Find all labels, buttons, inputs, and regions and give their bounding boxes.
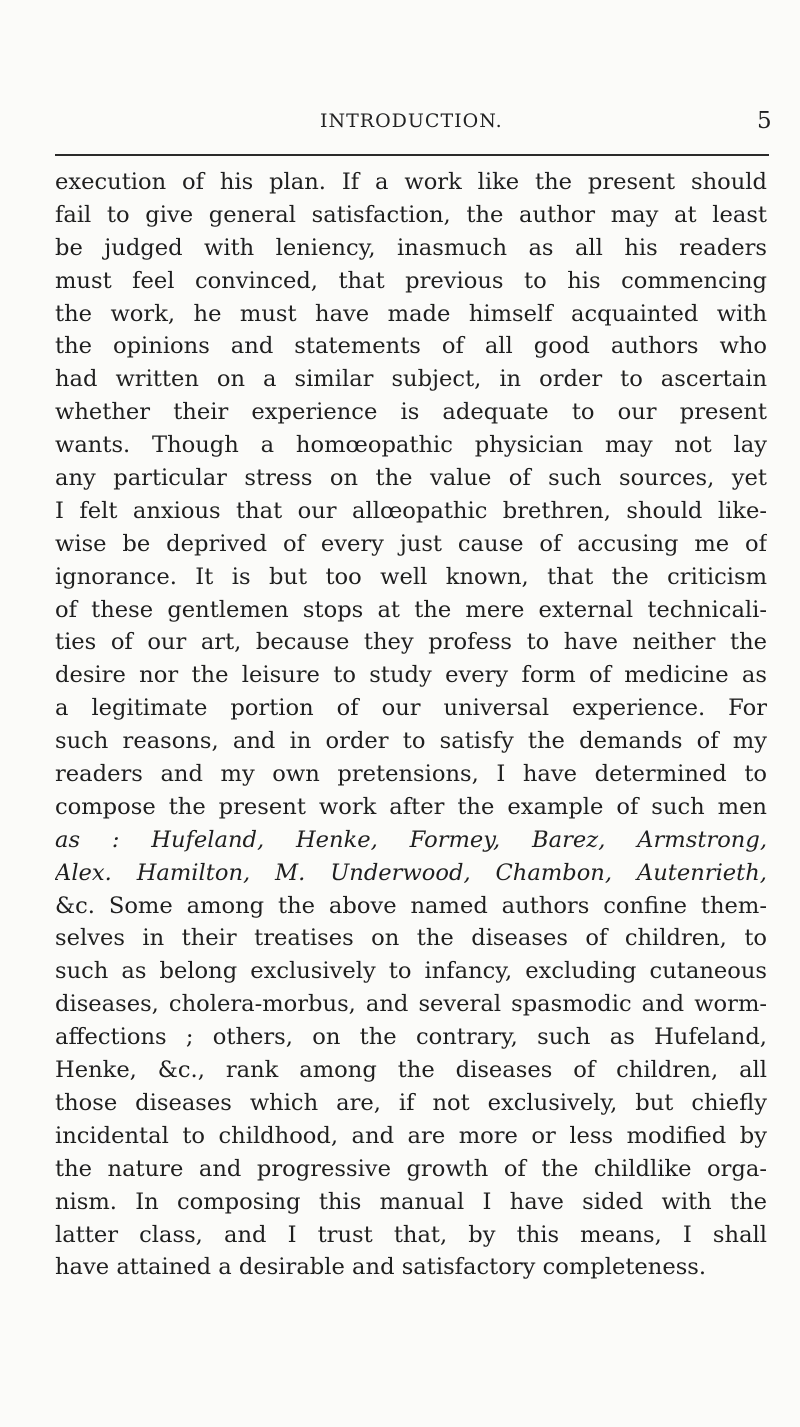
text-line: had written on a similar subject, in order to ascertain <box>55 366 767 393</box>
text-line: such reasons, and in order to satisfy the demands of my <box>55 728 767 755</box>
text-line: of these gentlemen stops at the mere external technicali- <box>55 596 767 623</box>
text-line: Henke, &c., rank among the diseases of children, all <box>55 1057 767 1084</box>
text-line: have attained a desirable and satisfactory completeness. <box>55 1254 707 1281</box>
text-line: selves in their treatises on the diseases of children, to <box>55 925 767 952</box>
text-line: ignorance. It is but too well known, that the criticism <box>55 563 767 590</box>
text-line: must feel convinced, that previous to his commencing <box>55 267 767 294</box>
text-line: wise be deprived of every just cause of accusing me of <box>55 530 767 557</box>
text-line: be judged with leniency, inasmuch as all his readers <box>55 234 767 261</box>
text-line: latter class, and I trust that, by this means, I shall <box>55 1221 767 1248</box>
text-line: diseases, cholera-morbus, and several spasmodic and worm- <box>55 991 767 1018</box>
chapter-title: INTRODUCTION. <box>320 110 503 132</box>
text-line: ties of our art, because they profess to have neither the <box>55 629 767 656</box>
text-line: compose the present work after the example of such men <box>55 793 767 820</box>
text-line: fail to give general satisfaction, the author may at least <box>55 201 767 228</box>
text-line: the work, he must have made himself acquainted with <box>55 300 767 327</box>
text-line-author-list: Alex. Hamilton, M. Underwood, Chambon, Autenrieth, <box>55 859 767 886</box>
text-line: the opinions and statements of all good authors who <box>55 333 767 360</box>
body-paragraph <box>55 166 767 1284</box>
text-line: the nature and progressive growth of the childlike orga- <box>55 1155 767 1182</box>
text-line: desire nor the leisure to study every form of medicine as <box>55 662 767 689</box>
text-line: nism. In composing this manual I have sided with the <box>55 1188 767 1215</box>
text-line: a legitimate portion of our universal experience. For <box>55 695 767 722</box>
text-line: whether their experience is adequate to our present <box>55 399 767 426</box>
text-line: any particular stress on the value of such sources, yet <box>55 465 767 492</box>
header-rule <box>55 154 769 156</box>
text-line: wants. Though a homœopathic physician may not lay <box>55 432 767 459</box>
text-line: execution of his plan. If a work like the present should <box>55 169 767 195</box>
text-line: readers and my own pretensions, I have determined to <box>55 761 767 788</box>
running-header <box>0 86 800 136</box>
text-line: those diseases which are, if not exclusively, but chiefly <box>55 1089 767 1116</box>
text-line: incidental to childhood, and are more or less modified by <box>55 1122 767 1149</box>
text-line: affections ; others, on the contrary, such as Hufeland, <box>55 1024 767 1051</box>
text-line: such as belong exclusively to infancy, excluding cutaneous <box>55 958 767 985</box>
text-line: I felt anxious that our allœopathic brethren, should like- <box>55 497 767 524</box>
text-line: &c. Some among the above named authors confine them- <box>55 892 767 919</box>
text-line-author-list: as : Hufeland, Henke, Formey, Barez, Armstrong, <box>55 826 767 853</box>
page-number: 5 <box>757 108 772 134</box>
